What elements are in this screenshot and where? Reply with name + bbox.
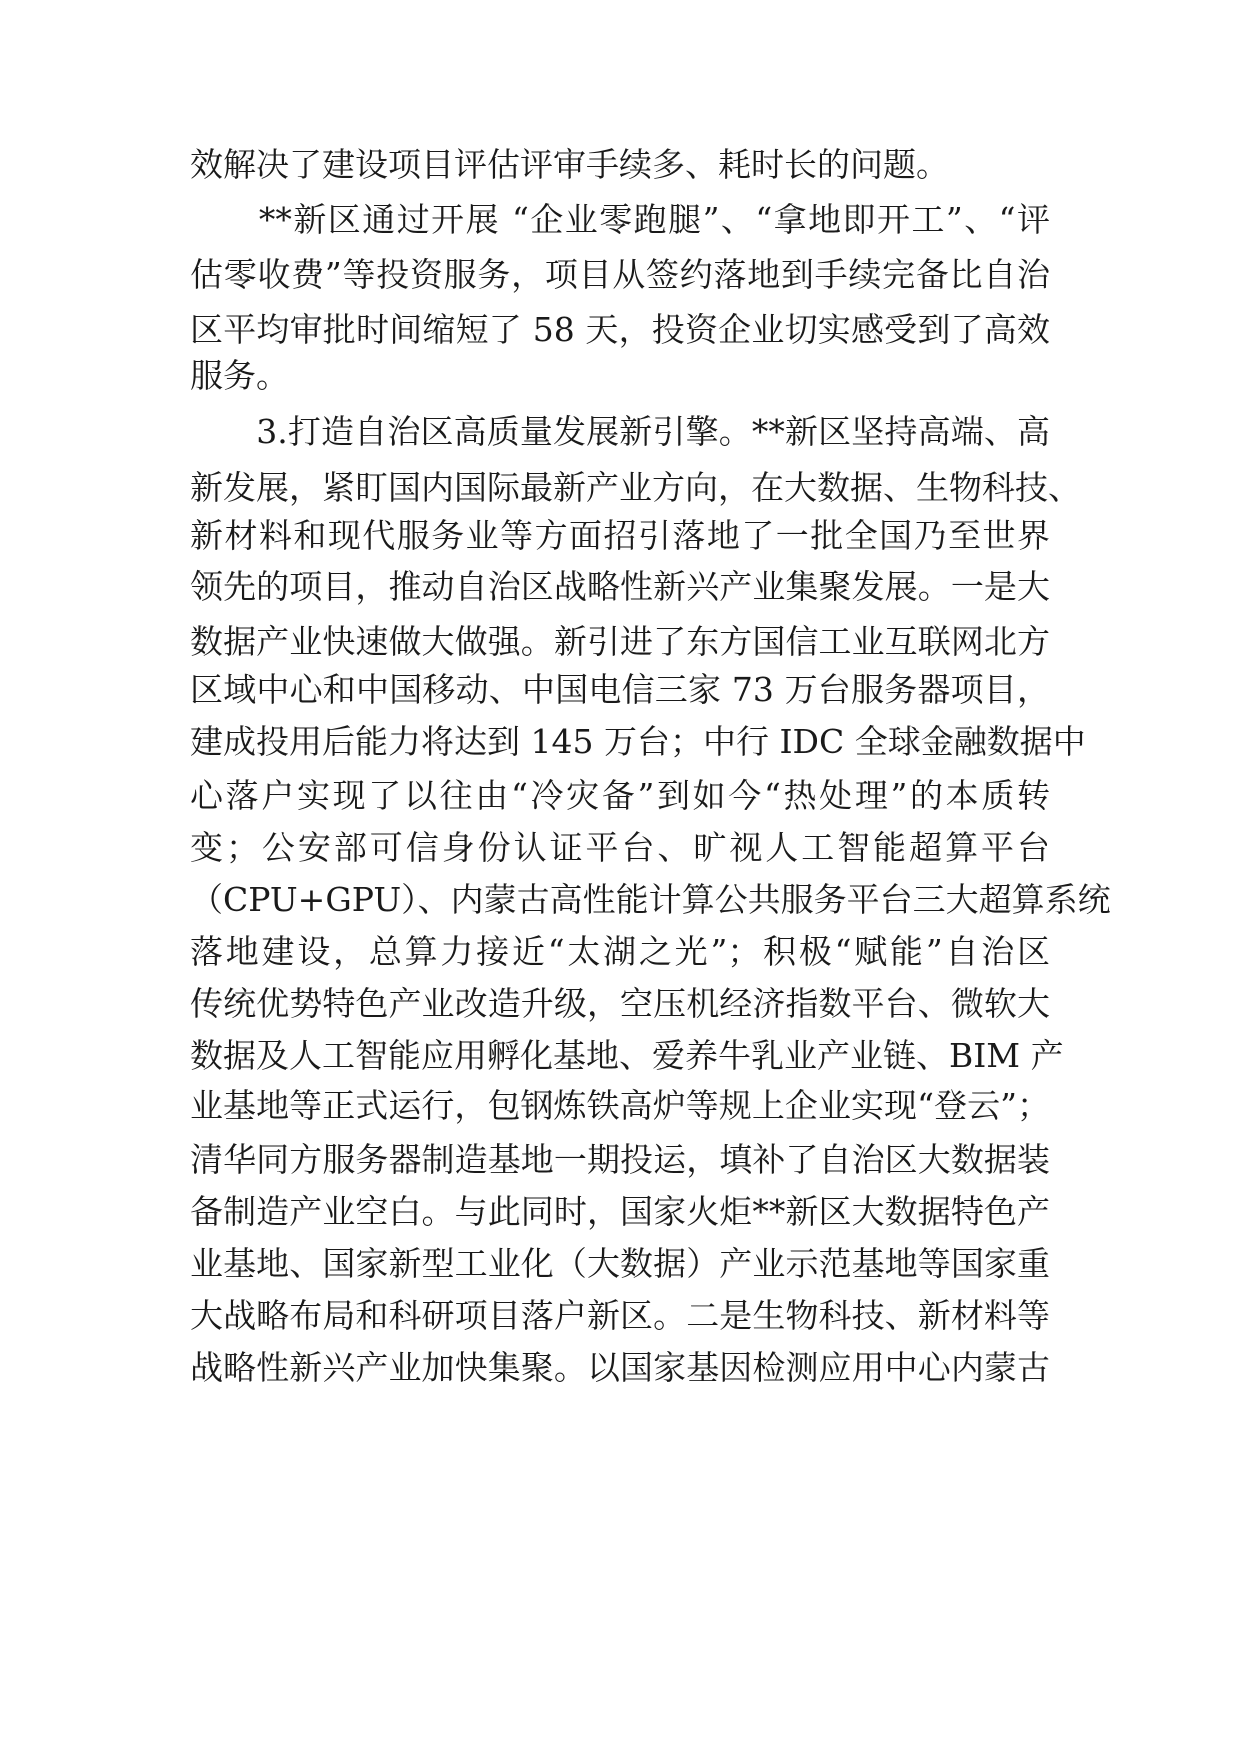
text-line: 领先的项目，推动自治区战略性新兴产业集聚发展。一是大 <box>190 567 1050 606</box>
text-line: 新发展，紧盯国内国际最新产业方向，在大数据、生物科技、 <box>190 468 1081 507</box>
text-line: 估零收费”等投资服务，项目从签约落地到手续完备比自治 <box>190 255 1050 294</box>
text-line: （CPU+GPU）、内蒙古高性能计算公共服务平台三大超算系统 <box>190 880 1111 919</box>
text-line: 数据及人工智能应用孵化基地、爱养牛乳业产业链、BIM 产 <box>190 1036 1064 1075</box>
text-line: 备制造产业空白。与此同时，国家火炬**新区大数据特色产 <box>190 1192 1050 1231</box>
text-line: 建成投用后能力将达到 145 万台；中行 IDC 全球金融数据中 <box>190 722 1086 761</box>
text-line: 传统优势特色产业改造升级，空压机经济指数平台、微软大 <box>190 984 1050 1023</box>
text-line: 服务。 <box>190 356 289 395</box>
text-line: 大战略布局和科研项目落户新区。二是生物科技、新材料等 <box>190 1296 1050 1335</box>
text-line: 战略性新兴产业加快集聚。以国家基因检测应用中心内蒙古 <box>190 1348 1050 1387</box>
document-page <box>190 0 1111 1754</box>
text-line: 效解决了建设项目评估评审手续多、耗时长的问题。 <box>190 145 949 184</box>
text-line: 数据产业快速做大做强。新引进了东方国信工业互联网北方 <box>190 622 1050 661</box>
text-line: 心落户实现了以往由“冷灾备”到如今“热处理”的本质转 <box>190 776 1050 815</box>
text-line: 区域中心和中国移动、中国电信三家 73 万台服务器项目， <box>190 670 1050 709</box>
text-line: 清华同方服务器制造基地一期投运，填补了自治区大数据装 <box>190 1140 1050 1179</box>
text-line: 落地建设，总算力接近“太湖之光”；积极“赋能”自治区 <box>190 932 1050 971</box>
text-line: 新材料和现代服务业等方面招引落地了一批全国乃至世界 <box>190 516 1050 555</box>
text-line: 业基地等正式运行，包钢炼铁高炉等规上企业实现“登云”； <box>190 1086 1050 1125</box>
text-line: 业基地、国家新型工业化（大数据）产业示范基地等国家重 <box>190 1244 1050 1283</box>
text-line: 区平均审批时间缩短了 58 天，投资企业切实感受到了高效 <box>190 310 1050 349</box>
text-line: 3.打造自治区高质量发展新引擎。**新区坚持高端、高 <box>190 412 1050 451</box>
text-line: **新区通过开展 “企业零跑腿”、“拿地即开工”、“评 <box>190 200 1050 239</box>
text-line: 变；公安部可信身份认证平台、旷视人工智能超算平台 <box>190 828 1050 867</box>
